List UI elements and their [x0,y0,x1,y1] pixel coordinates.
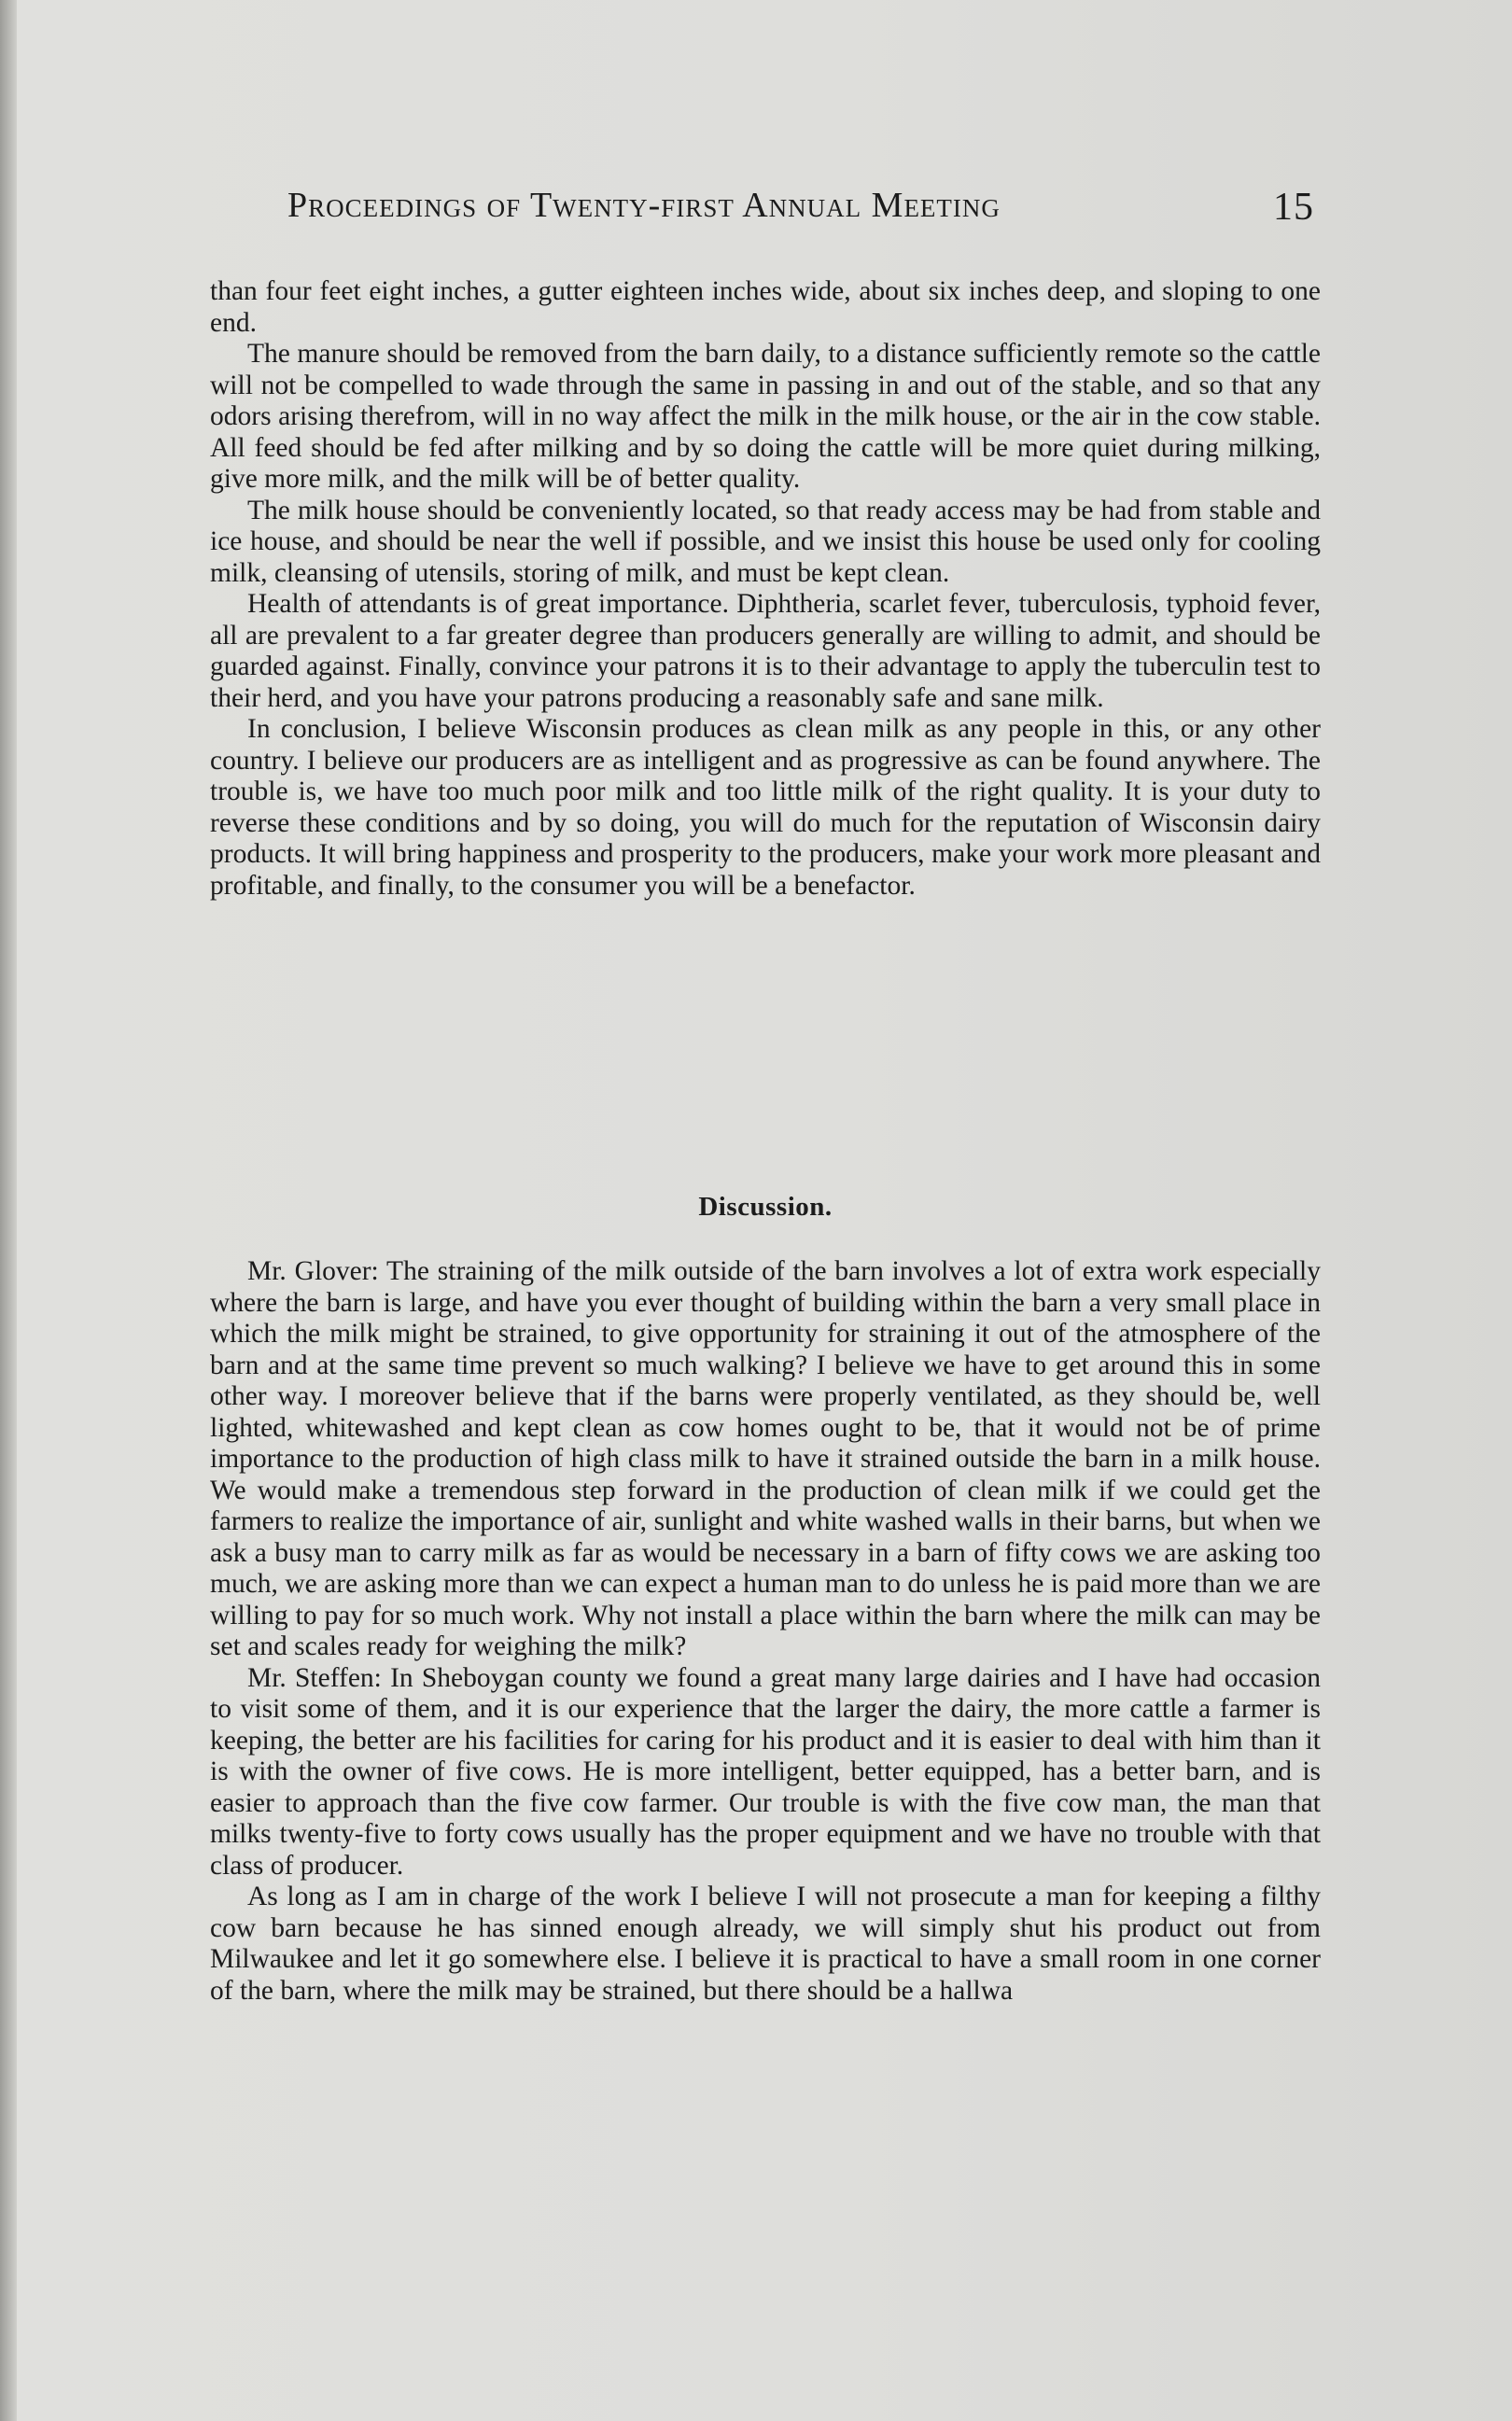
discussion-text [210,1256,1321,2007]
running-header [287,185,1314,241]
running-header-title: Proceedings of Twenty-first Annual Meeting [287,186,1001,225]
paragraph-milk-house: The milk house should be conveniently located, so that ready access may be had from stable and ice house, and should be near the well if possible, and we insist this house be used only for cooling milk, cleansing of utensils, storing of milk, and must be kept clean. [210,495,1321,588]
paragraph-glover: Mr. Glover: The straining of the milk outside of the barn involves a lot of extra work especially where the barn is large, and have you ever thought of building within the barn a very small place in which the milk might be strained, to give opportunity for straining it out of the atmosphere of the barn and at the same time prevent so much walking? I believe we have to get around this in some other way. I moreover believe that if the barns were properly ventilated, as they should be, well lighted, whitewashed and kept clean as cow homes ought to be, that it would not be of prime importance to the production of high class milk to have it strained outside the barn in a milk house. We would make a tremendous step forward in the production of clean milk if we could get the farmers to realize the importance of air, sunlight and white washed walls in their barns, but when we ask a busy man to carry milk as far as would be necessary in a barn of fifty cows we are asking too much, we are asking more than we can expect a human man to do unless he is paid more than we are willing to pay for so much work. Why not install a place within the barn where the milk can may be set and scales ready for weighing the milk? [210,1256,1321,1661]
paragraph-conclusion: In conclusion, I believe Wisconsin produces as clean milk as any people in this, or any other country. I believe our producers are as intelligent and as progressive as can be found anywhere. The trouble is, we have too much poor milk and too little milk of the right quality. It is your duty to reverse these conditions and by so doing, you will do much for the reputation of Wisconsin dairy products. It will bring happiness and prosperity to the producers, make your work more pleasant and profitable, and finally, to the consumer you will be a benefactor. [210,714,1321,901]
paragraph-health: Health of attendants is of great importance. Diphtheria, scarlet fever, tuberculosis, typhoid fever, all are prevalent to a far greater degree than producers generally are willing to admit, and should be guarded against. Finally, convince your patrons it is to their advantage to apply the tuberculin test to their herd, and you have your patrons producing a reasonably safe and sane milk. [210,589,1321,713]
paragraph-continued: than four feet eight inches, a gutter eighteen inches wide, about six inches deep, and sloping to one end. [210,276,1321,338]
paragraph-steffen-continued: As long as I am in charge of the work I believe I will not prosecute a man for keeping a filthy cow barn because he has sinned enough already, we will simply shut his product out from Milwaukee and let it go somewhere else. I believe it is practical to have a small room in one corner of the barn, where the milk may be strained, but there should be a hallwa [210,1882,1321,2006]
body-text [210,276,1321,902]
discussion-heading: Discussion. [698,1192,833,1222]
book-spine-shadow [0,0,17,2421]
page-number: 15 [1273,186,1314,229]
paragraph-manure: The manure should be removed from the barn daily, to a distance sufficiently remote so the cattle will not be compelled to wade through the same in passing in and out of the stable, and so that any odors arising therefrom, will in no way affect the milk in the milk house, or the air in the cow stable. All feed should be fed after milking and by so doing the cattle will be more quiet during milking, give more milk, and the milk will be of better quality. [210,339,1321,494]
paragraph-steffen: Mr. Steffen: In Sheboygan county we found a great many large dairies and I have had occasion to visit some of them, and it is our experience that the larger the dairy, the more cattle a farmer is keeping, the better are his facilities for caring for his product and it is easier to deal with him than it is with the owner of five cows. He is more intelligent, better equipped, has a better barn, and is easier to approach than the five cow farmer. Our trouble is with the five cow man, the man that milks twenty-five to forty cows usually has the proper equipment and we have no trouble with that class of producer. [210,1662,1321,1881]
